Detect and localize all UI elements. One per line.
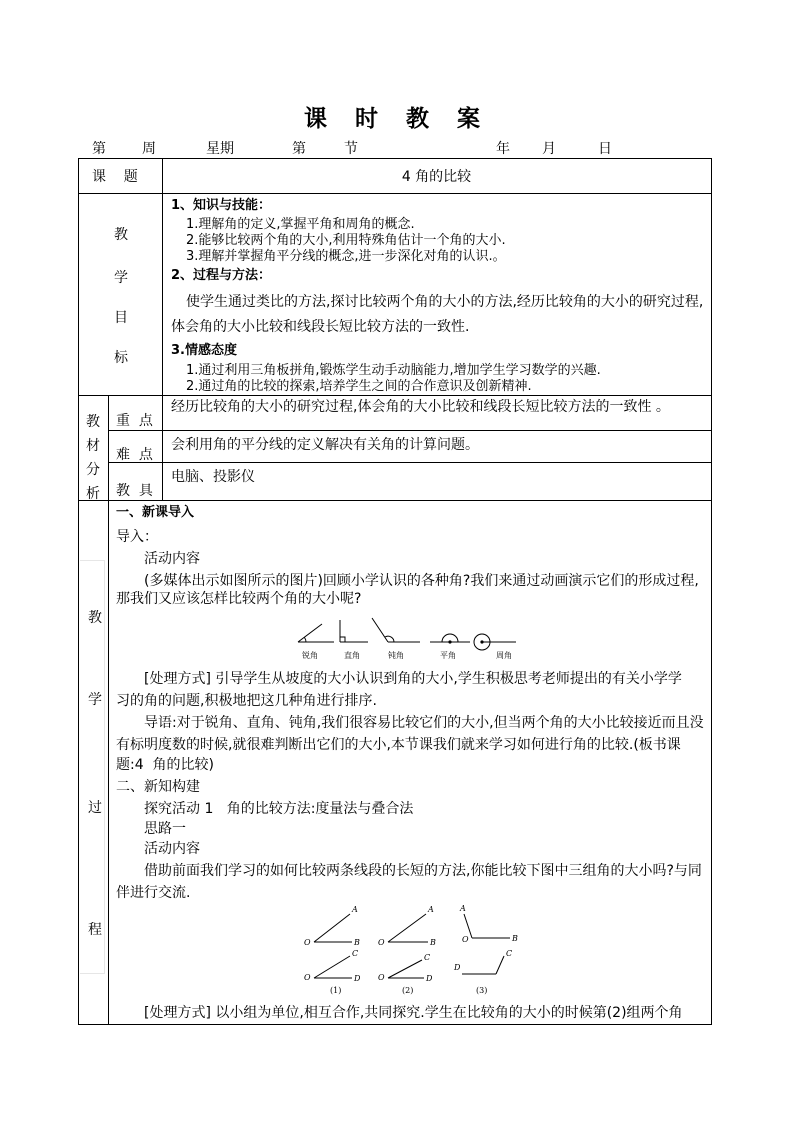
point-label: D — [426, 974, 433, 983]
weekday-label: 星期 — [206, 141, 234, 157]
difficulty-label: 难 点 — [116, 447, 153, 463]
goals-heading-process: 2、过程与方法： — [171, 268, 272, 283]
goals-knowledge-1: 1.理解角的定义,掌握平角和周角的概念. — [186, 217, 415, 232]
angle-types-figure — [290, 612, 530, 662]
figure-caption: (3) — [476, 986, 488, 995]
analysis-char: 材 — [86, 438, 100, 454]
section-new-lesson: 一、新课导入 — [116, 505, 195, 520]
key-point-value: 经历比较角的大小的研究过程,体会角的大小比较和线段长短比较方法的一致性 。 — [171, 399, 670, 415]
point-label: O — [378, 973, 385, 982]
point-label: A — [428, 905, 434, 914]
point-label: C — [506, 949, 513, 958]
explore-activity: 探究活动 1 角的比较方法:度量法与叠合法 — [144, 801, 414, 817]
goals-heading-emotion: 3.情感态度 — [171, 343, 237, 358]
week-prefix: 第 — [92, 141, 106, 157]
week-label: 周 — [142, 141, 156, 157]
point-label: A — [460, 904, 466, 913]
angle-comparison-figure — [296, 898, 526, 998]
idea-label: 思路一 — [144, 821, 186, 837]
process-char: 学 — [88, 692, 102, 708]
point-label: D — [354, 974, 361, 983]
activity-content-1: 活动内容 — [144, 551, 200, 567]
analysis-char: 分 — [86, 462, 100, 478]
angle-type-label: 周角 — [496, 651, 512, 660]
angle-type-label: 锐角 — [302, 651, 318, 660]
method-2: [处理方式] 以小组为单位,相互合作,共同探究.学生在比较角的大小的时候第(2)组两个角 — [144, 1005, 683, 1021]
goals-char: 教 — [114, 227, 128, 243]
method-1: [处理方式] 引导学生从坡度的大小认识到角的大小,学生积极思考老师提出的有关小学学 — [144, 671, 682, 687]
month-label: 月 — [542, 141, 556, 157]
topic-value: 4 角的比较 — [401, 169, 472, 185]
point-label: B — [512, 934, 518, 943]
goals-knowledge-2: 2.能够比较两个角的大小,利用特殊角估计一个角的大小. — [186, 233, 506, 248]
angle-type-label: 平角 — [440, 651, 456, 660]
goals-emotion-2: 2.通过角的比较的探索,培养学生之间的合作意识及创新精神. — [186, 379, 532, 394]
angle-type-label: 钝角 — [388, 651, 404, 660]
point-label: O — [304, 973, 311, 982]
topic-label: 课 题 — [92, 169, 138, 185]
goals-knowledge-3: 3.理解并掌握角平分线的概念,进一步深化对角的认识.。 — [186, 249, 506, 264]
page-title: 课 时 教 案 — [303, 106, 491, 132]
difficulty-value: 会利用角的平分线的定义解决有关角的计算问题。 — [171, 437, 479, 453]
goals-emotion-1: 1.通过利用三角板拼角,锻炼学生动手动脑能力,增加学生学习数学的兴趣. — [186, 363, 601, 378]
teaching-aids-value: 电脑、投影仪 — [171, 469, 255, 485]
guide-1: 导语:对于锐角、直角、钝角,我们很容易比较它们的大小,但当两个角的大小比较接近而且没 — [144, 715, 704, 731]
point-label: O — [304, 938, 311, 947]
activity-content-2: 活动内容 — [144, 841, 200, 857]
year-label: 年 — [496, 141, 510, 157]
process-char: 程 — [88, 922, 102, 938]
point-label: O — [462, 935, 469, 944]
guide-2: 有标明度数的时候,就很难判断出它们的大小,本节课我们就来学习如何进行角的比较.(板书课 — [116, 737, 681, 753]
analysis-char: 教 — [86, 414, 100, 430]
intro-label: 导入： — [116, 529, 158, 545]
paragraph: 习的角的问题,积极地把这几种角进行排序. — [116, 693, 377, 709]
process-char: 过 — [88, 800, 102, 816]
section-new-knowledge: 二、新知构建 — [116, 779, 200, 795]
figure-caption: (1) — [330, 986, 342, 995]
point-label: B — [354, 938, 360, 947]
goals-process-1: 使学生通过类比的方法,探讨比较两个角的大小的方法,经历比较角的大小的研究过程, — [186, 294, 704, 310]
goals-char: 标 — [114, 350, 128, 366]
guide-3: 题:4 角的比较) — [116, 757, 214, 773]
paragraph: 借助前面我们学习的如何比较两条线段的长短的方法,你能比较下图中三组角的大小吗?与同 — [144, 863, 702, 879]
figure-caption: (2) — [402, 986, 414, 995]
period-label: 节 — [344, 141, 358, 157]
goals-heading-knowledge: 1、知识与技能： — [171, 198, 272, 213]
paragraph: (多媒体出示如图所示的图片)回顾小学认识的各种角?我们来通过动画演示它们的形成过程, — [144, 573, 699, 589]
angle-type-label: 直角 — [344, 651, 360, 660]
paragraph: 那我们又应该怎样比较两个角的大小呢? — [116, 591, 362, 607]
key-point-label: 重 点 — [116, 413, 153, 429]
period-prefix: 第 — [292, 141, 306, 157]
process-char: 教 — [88, 610, 102, 626]
point-label: D — [454, 963, 461, 972]
point-label: C — [424, 953, 431, 962]
point-label: O — [378, 938, 385, 947]
goals-char: 目 — [114, 310, 128, 326]
point-label: B — [430, 938, 436, 947]
goals-char: 学 — [114, 270, 128, 286]
point-label: A — [352, 905, 358, 914]
teaching-aids-label: 教 具 — [116, 483, 153, 499]
analysis-char: 析 — [86, 486, 100, 502]
paragraph: 伴进行交流. — [116, 885, 191, 901]
point-label: C — [352, 949, 359, 958]
date-line — [80, 138, 712, 158]
goals-process-2: 体会角的大小比较和线段长短比较方法的一致性. — [171, 319, 470, 335]
day-label: 日 — [598, 141, 612, 157]
